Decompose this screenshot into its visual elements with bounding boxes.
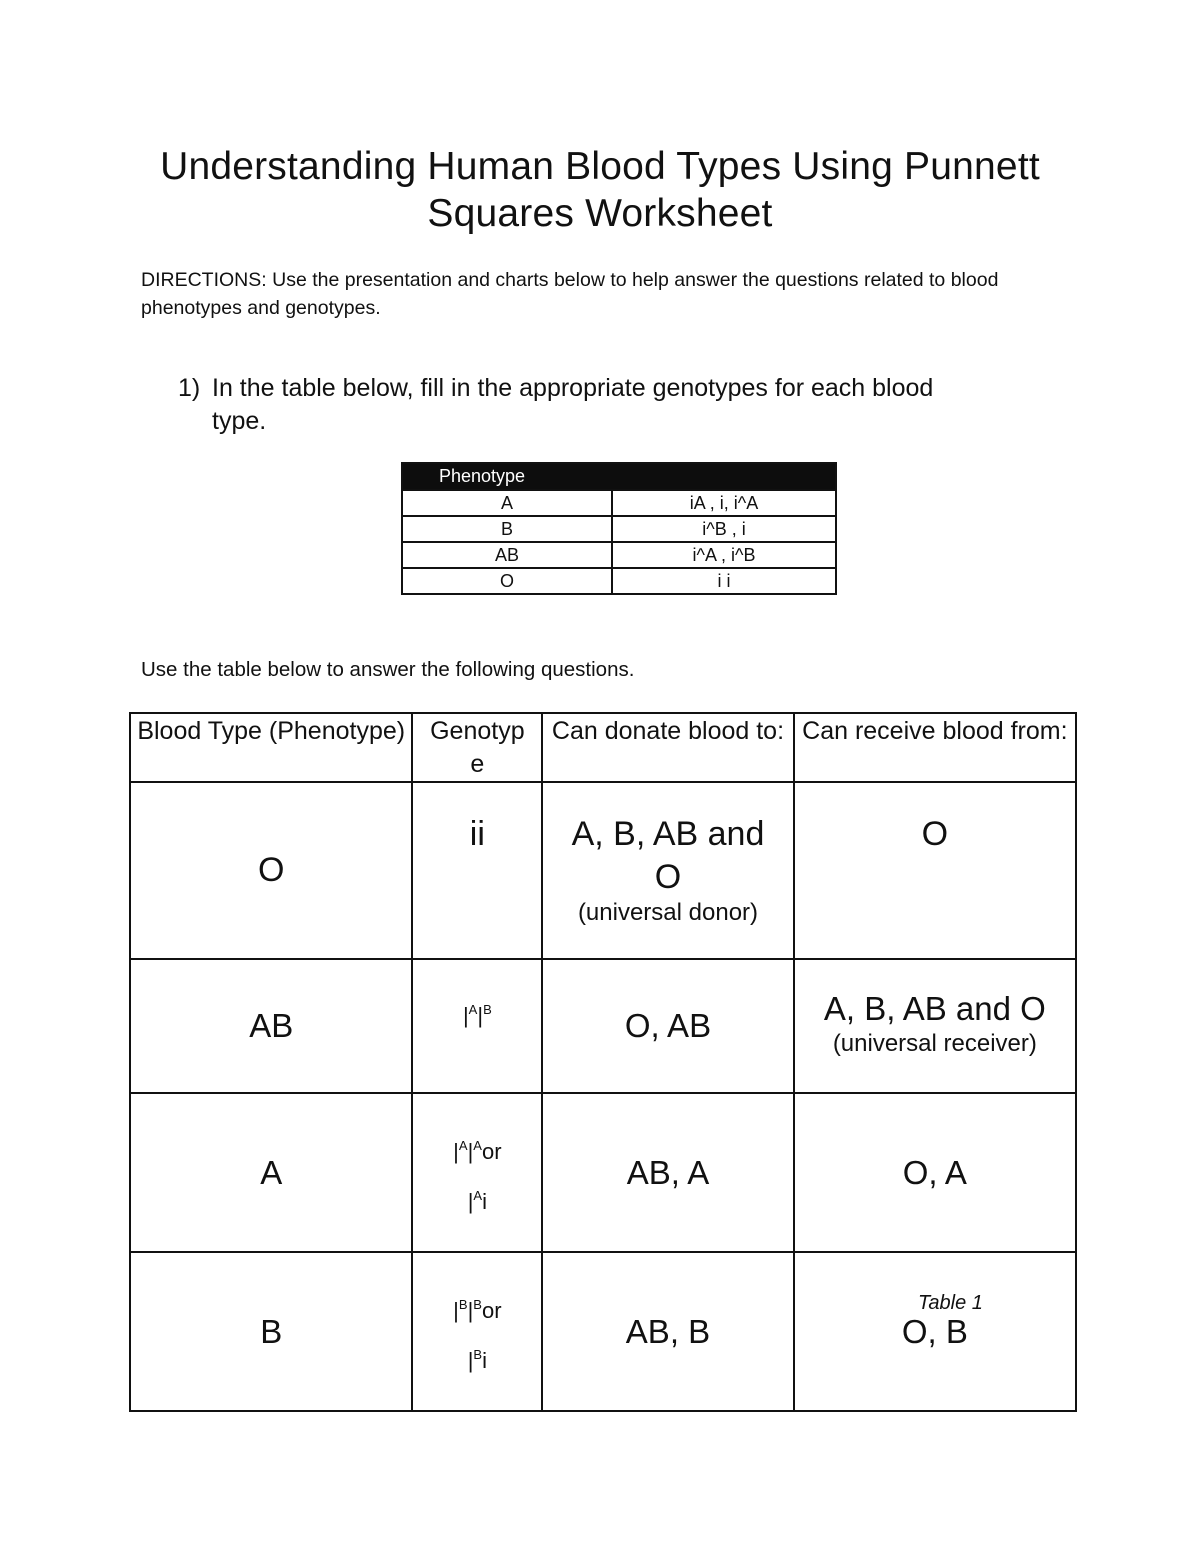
donate-header: Can donate blood to: <box>542 713 793 782</box>
genotype-cell[interactable]: iA , i, i^A <box>612 490 836 516</box>
title-line-1: Understanding Human Blood Types Using Punnett <box>160 145 1040 188</box>
receive-value: O <box>921 815 949 853</box>
blood-type-cell <box>130 782 412 959</box>
table-instructions: Use the table below to answer the following questions. <box>141 658 635 681</box>
donate-value: AB, A <box>626 1153 710 1191</box>
allele-sup: A <box>458 1138 468 1153</box>
donate-note: (universal donor) <box>577 899 759 926</box>
blood-type-cell <box>130 1093 412 1252</box>
table-row <box>402 490 836 516</box>
genotype-fill-table <box>401 462 837 595</box>
question-1 <box>178 372 978 438</box>
genotype-cell <box>412 959 542 1093</box>
directions-text: Use the presentation and charts below to help answer the questions related to blood phenotypes and genotypes. <box>141 269 999 319</box>
donate-cell <box>542 782 793 959</box>
receive-value: O, A <box>902 1153 967 1191</box>
allele-sup: A <box>468 1002 478 1017</box>
donate-cell <box>542 1093 793 1252</box>
receive-cell <box>794 1093 1076 1252</box>
genotype-value-2 <box>413 1174 541 1224</box>
blood-type-value: B <box>260 1312 283 1350</box>
or-word: or <box>481 1139 502 1164</box>
allele-base: | <box>467 1298 474 1323</box>
receive-header: Can receive blood from: <box>794 713 1076 782</box>
donate-cell <box>542 1252 793 1411</box>
genotype-header-line-1: Genotyp <box>430 717 525 745</box>
genotype-cell[interactable]: i i <box>612 568 836 594</box>
table-header-row <box>130 713 1076 782</box>
or-word: or <box>481 1298 502 1323</box>
allele-base: | <box>477 1003 484 1028</box>
directions-label: DIRECTIONS: <box>141 269 267 291</box>
allele-base: | <box>462 1003 469 1028</box>
allele-base: | <box>467 1139 474 1164</box>
receive-cell <box>794 782 1076 959</box>
blood-type-cell <box>130 1252 412 1411</box>
table-row <box>130 959 1076 1093</box>
table-row <box>402 516 836 542</box>
page-title <box>100 143 1100 237</box>
genotype-value: ii <box>469 815 485 853</box>
receive-value: A, B, AB and O <box>823 990 1046 1027</box>
table-header-row <box>402 463 836 490</box>
allele-sup: B <box>458 1297 468 1312</box>
receive-value: O, B <box>901 1312 968 1350</box>
blood-type-value: O <box>257 851 285 889</box>
blood-type-value: AB <box>249 1007 294 1044</box>
table-row <box>130 1093 1076 1252</box>
genotype-cell[interactable]: i^B , i <box>612 516 836 542</box>
genotype-cell <box>412 1252 542 1411</box>
table-row <box>402 568 836 594</box>
receive-cell <box>794 1252 1076 1411</box>
genotype-header <box>412 713 542 782</box>
allele-base: | <box>467 1189 474 1214</box>
allele-sup: B <box>483 1002 492 1017</box>
genotype-value <box>463 1003 492 1028</box>
title-line-2: Squares Worksheet <box>427 192 773 235</box>
table-caption: Table 1 <box>918 1292 983 1314</box>
genotype-cell[interactable]: i^A , i^B <box>612 542 836 568</box>
blood-type-cell <box>130 959 412 1093</box>
table-row <box>402 542 836 568</box>
receive-note: (universal receiver) <box>832 1030 1037 1057</box>
table-row <box>130 1252 1076 1411</box>
blood-type-header: Blood Type (Phenotype) <box>130 713 412 782</box>
genotype-value-2 <box>413 1333 541 1383</box>
allele-sup: A <box>473 1188 483 1203</box>
allele-sup: B <box>473 1347 483 1362</box>
donate-value: O, AB <box>624 1007 712 1044</box>
genotype-value-1 <box>413 1124 541 1174</box>
allele-base: | <box>467 1348 474 1373</box>
blood-type-value: A <box>260 1153 283 1191</box>
allele-base: | <box>453 1298 459 1323</box>
genotype-header-line-2: e <box>470 750 485 778</box>
genotype-value-1 <box>413 1283 541 1333</box>
phenotype-cell: B <box>402 516 612 542</box>
allele-sup: A <box>473 1138 482 1153</box>
allele-recessive: i <box>482 1348 487 1373</box>
genotype-cell <box>412 1093 542 1252</box>
phenotype-header: Phenotype <box>402 463 836 490</box>
phenotype-cell: A <box>402 490 612 516</box>
genotype-cell <box>412 782 542 959</box>
directions <box>141 266 1071 322</box>
phenotype-cell: O <box>402 568 612 594</box>
allele-base: | <box>453 1139 459 1164</box>
question-text: In the table below, fill in the appropriate genotypes for each blood type. <box>212 374 934 435</box>
question-number: 1) <box>178 374 201 402</box>
allele-recessive: i <box>482 1189 487 1214</box>
table-row <box>130 782 1076 959</box>
donate-value: A, B, AB and O <box>571 815 765 896</box>
phenotype-cell: AB <box>402 542 612 568</box>
donate-cell <box>542 959 793 1093</box>
allele-sup: B <box>473 1297 482 1312</box>
donate-value: AB, B <box>625 1312 711 1350</box>
receive-cell <box>794 959 1076 1093</box>
